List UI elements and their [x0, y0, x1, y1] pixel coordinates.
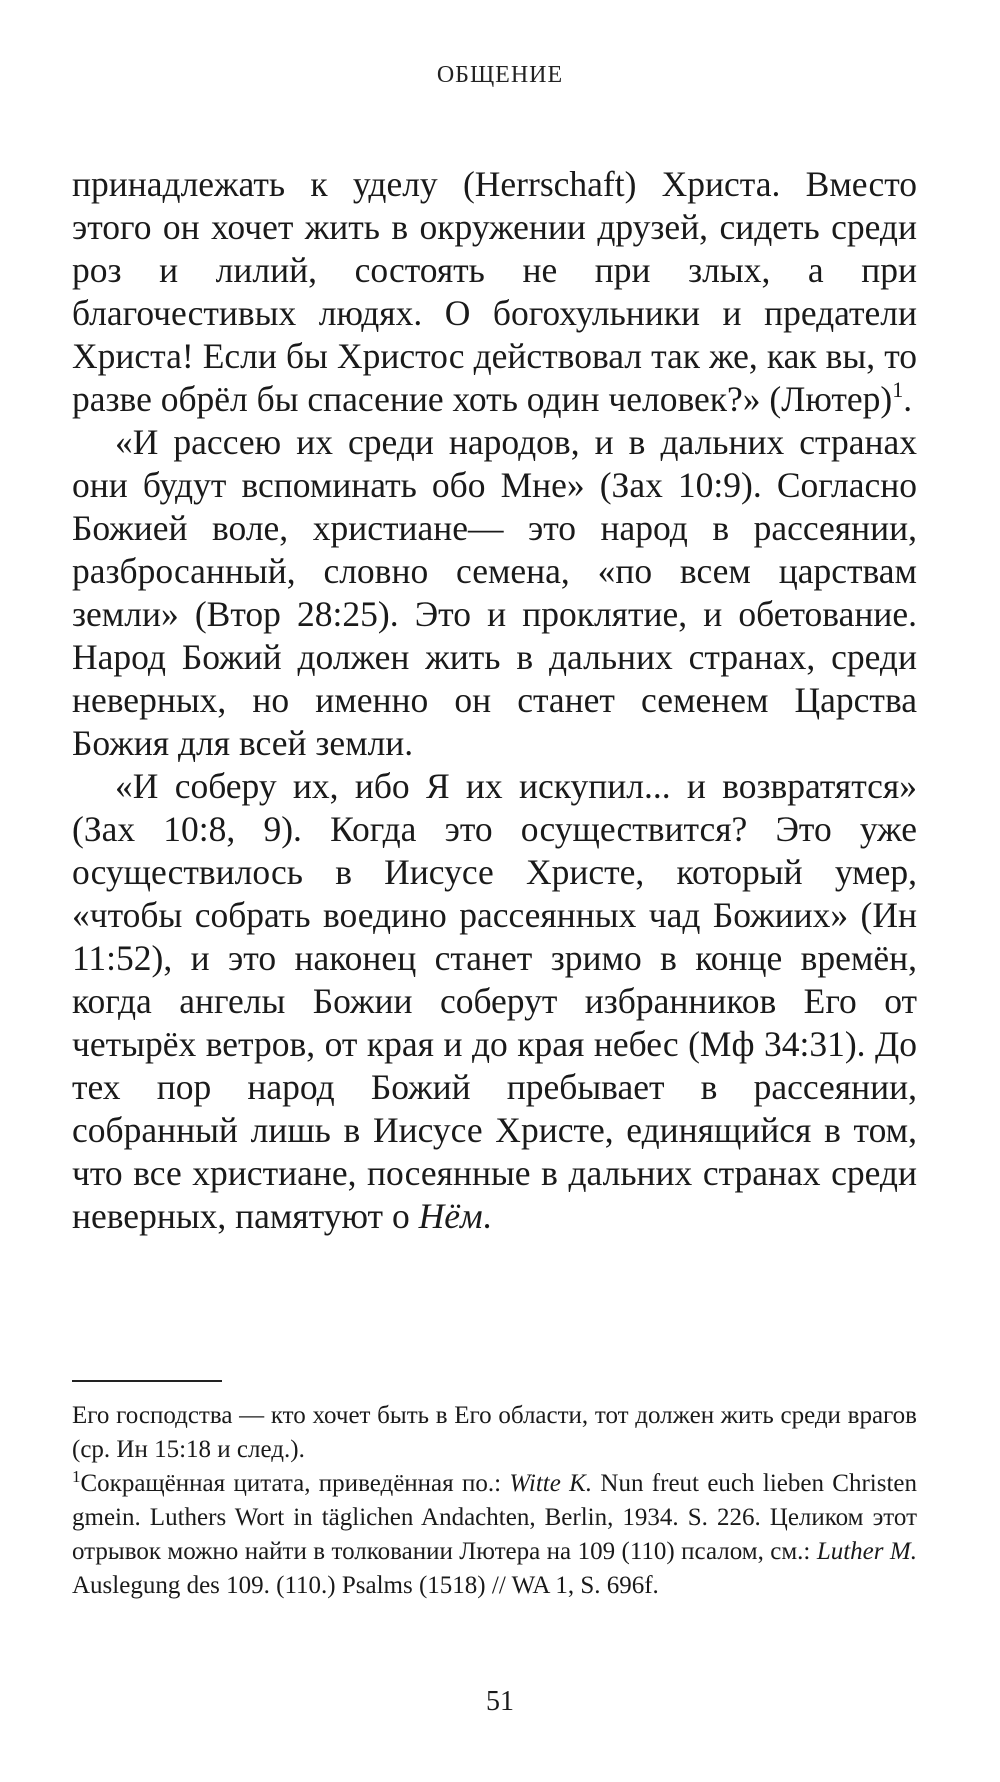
footnote-1: [72, 1467, 917, 1603]
footnote-1-marker: 1: [72, 1467, 81, 1486]
paragraph-3-end: .: [482, 1196, 492, 1236]
paragraph-3-emphasis: Нём: [418, 1196, 483, 1236]
paragraph-1-text: принадлежать к уделу (Herrschaft) Христа. Вместо этого он хочет жить в окружении друзей, сидеть среди роз и лилий, состоять не при злых, а при благочестивых людях. О богохульники и предатели Христа! Если бы Христос действовал так же, как вы, то разве обрёл бы спасение хоть один человек?» (Лютер): [72, 164, 917, 419]
footnote-continuation: Его господства — кто хочет быть в Его области, тот должен жить среди врагов (ср. Ин 15:18 и след.).: [72, 1402, 917, 1463]
footnote-1-lead: Сокращённая цитата, приведённая по.:: [80, 1470, 510, 1497]
paragraph-1-end: .: [903, 379, 913, 419]
footnotes: [72, 1399, 917, 1603]
footnote-ref-1: 1: [892, 377, 904, 402]
body-text: [72, 163, 917, 1238]
paragraph-1: [72, 163, 917, 421]
page-number: 51: [486, 1686, 514, 1717]
footnote-1-tail: Auslegung des 109. (110.) Psalms (1518) // WA 1, S. 696f.: [72, 1572, 659, 1599]
running-head: ОБЩЕНИЕ: [436, 62, 564, 88]
paragraph-3-text: «И соберу их, ибо Я их искупил... и возвратятся» (Зах 10:8, 9). Когда это осуществится? Это уже осуществилось в Иисусе Христе, который умер, «чтобы собрать воедино рассеянных чад Божиих» (Ин 11:52), и это наконец станет зримо в конце времён, когда ангелы Божии соберут избранников Его от четырёх ветров, от края и до края небес (Мф 34:31). До тех пор народ Божий пребывает в рассеянии, собранный лишь в Иисусе Христе, единящийся в том, что все христиане, посеянные в дальних странах среди неверных, памятуют о: [72, 766, 917, 1236]
footnote-1-author-2: Luther M.: [816, 1538, 917, 1565]
paragraph-2: «И рассею их среди народов, и в дальних странах они будут вспоминать обо Мне» (Зах 10:9). Согласно Божией воле, христиане— это народ в рассеянии, разбросанный, словно семена, «по всем царствам земли» (Втор 28:25). Это и проклятие, и обетование. Народ Божий должен жить в дальних странах, среди неверных, но именно он станет семенем Царства Божия для всей земли.: [72, 422, 917, 763]
paragraph-3: [72, 765, 917, 1238]
footnote-1-middle: Nun freut euch lieben Christen gmein. Luthers Wort in täglichen Andachten, Berlin, 1934. S. 226. Целиком этот отрывок можно найти в толковании Лютера на 109 (110) псалом, см.:: [72, 1470, 918, 1565]
footnote-separator: [72, 1380, 222, 1382]
footnote-1-author-1: Witte K.: [509, 1470, 593, 1497]
